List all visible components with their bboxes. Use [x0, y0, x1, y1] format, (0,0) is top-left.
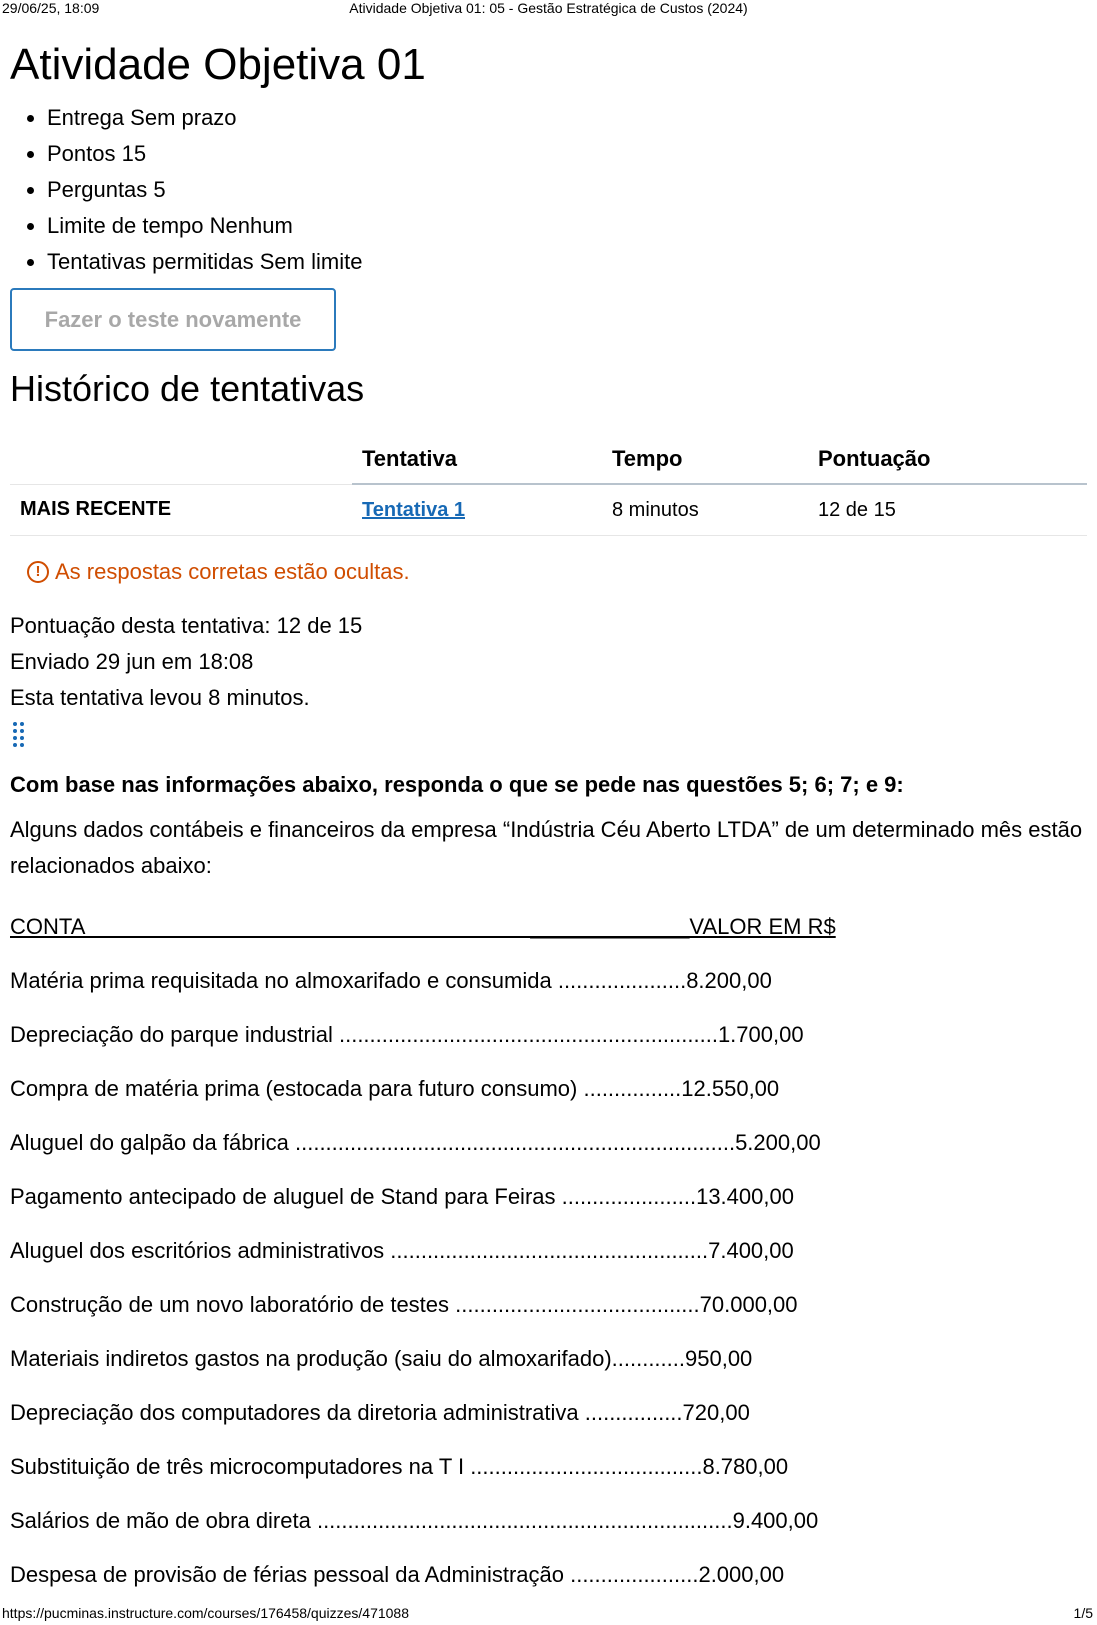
- most-recent-label: MAIS RECENTE: [10, 484, 352, 536]
- detail-attempts: • Tentativas permitidas Sem limite: [47, 244, 1087, 280]
- list-item: Depreciação do parque industrial ..............................................................1.700,00: [10, 1022, 804, 1047]
- history-title: Histórico de tentativas: [10, 368, 365, 409]
- print-url: https://pucminas.instructure.com/courses/176458/quizzes/471088: [2, 1605, 410, 1621]
- attempt-duration: Esta tentativa levou 8 minutos.: [10, 685, 310, 710]
- attempt-history-table: [10, 435, 1087, 536]
- print-page-number: 1/5: [1073, 1605, 1093, 1621]
- question-text: [10, 758, 1087, 1602]
- question-lead: Com base nas informações abaixo, responda o que se pede nas questões 5; 6; 7; e 9:: [10, 772, 904, 797]
- warning-circle-icon: !: [27, 561, 49, 583]
- list-item: Aluguel dos escritórios administrativos ....................................................7.400,00: [10, 1238, 794, 1263]
- retake-quiz-button[interactable]: Fazer o teste novamente: [10, 288, 336, 351]
- list-item: Materiais indiretos gastos na produção (saiu do almoxarifado)............950,00: [10, 1346, 753, 1371]
- detail-questions: • Perguntas 5: [47, 172, 1087, 208]
- list-item: Pagamento antecipado de aluguel de Stand para Feiras ......................13.400,00: [10, 1184, 794, 1209]
- print-footer: [0, 1605, 1097, 1625]
- list-item: Substituição de três microcomputadores na T I ......................................8.780,00: [10, 1454, 789, 1479]
- detail-due: • Entrega Sem prazo: [47, 100, 1087, 136]
- attempt-score: 12 de 15: [808, 484, 1087, 536]
- answers-hidden-text: As respostas corretas estão ocultas.: [55, 559, 410, 584]
- attempt-score-summary: Pontuação desta tentativa: 12 de 15: [10, 613, 363, 638]
- list-item: Depreciação dos computadores da diretoria administrativa ................720,00: [10, 1400, 750, 1425]
- quiz-title: Atividade Objetiva 01: [10, 40, 426, 89]
- attempt-submitted: Enviado 29 jun em 18:08: [10, 649, 254, 674]
- table-row: [10, 484, 1087, 536]
- history-header-attempt: Tentativa: [352, 435, 602, 484]
- question-intro: Alguns dados contábeis e financeiros da empresa “Indústria Céu Aberto LTDA” de um determinado mês estão relacionados abaixo:: [10, 817, 1083, 878]
- print-header: [0, 0, 1097, 20]
- list-item: Construção de um novo laboratório de testes ........................................70.000,00: [10, 1292, 798, 1317]
- history-header-row: [10, 435, 1087, 484]
- history-header-score: Pontuação: [808, 435, 1087, 484]
- quiz-details: [10, 100, 1087, 280]
- attempt-1-link[interactable]: Tentativa 1: [362, 498, 465, 521]
- list-item: Salários de mão de obra direta ....................................................................9.400,00: [10, 1508, 819, 1533]
- print-page-title: Atividade Objetiva 01: 05 - Gestão Estratégica de Custos (2024): [349, 0, 748, 16]
- answers-hidden-notice: [27, 550, 1087, 594]
- quiz-content: [10, 30, 1087, 1602]
- list-item: Compra de matéria prima (estocada para futuro consumo) ................12.550,00: [10, 1076, 780, 1101]
- attempt-summary: [10, 608, 1087, 716]
- drag-handle-icon[interactable]: [11, 720, 27, 748]
- list-item: Despesa de provisão de férias pessoal da Administração .....................2.000,00: [10, 1562, 785, 1587]
- list-item: Matéria prima requisitada no almoxarifado e consumida .....................8.200,00: [10, 968, 772, 993]
- detail-time-limit: • Limite de tempo Nenhum: [47, 208, 1087, 244]
- history-header-time: Tempo: [602, 435, 808, 484]
- attempt-time: 8 minutos: [602, 484, 808, 536]
- list-item: Aluguel do galpão da fábrica ........................................................................5.200,00: [10, 1130, 821, 1155]
- history-header-blank: [10, 435, 352, 484]
- print-datetime: 29/06/25, 18:09: [2, 0, 100, 16]
- detail-points: • Pontos 15: [47, 136, 1087, 172]
- attempt-cell: [352, 484, 602, 536]
- account-table-header: CONTA _____________VALOR EM R$: [10, 914, 836, 939]
